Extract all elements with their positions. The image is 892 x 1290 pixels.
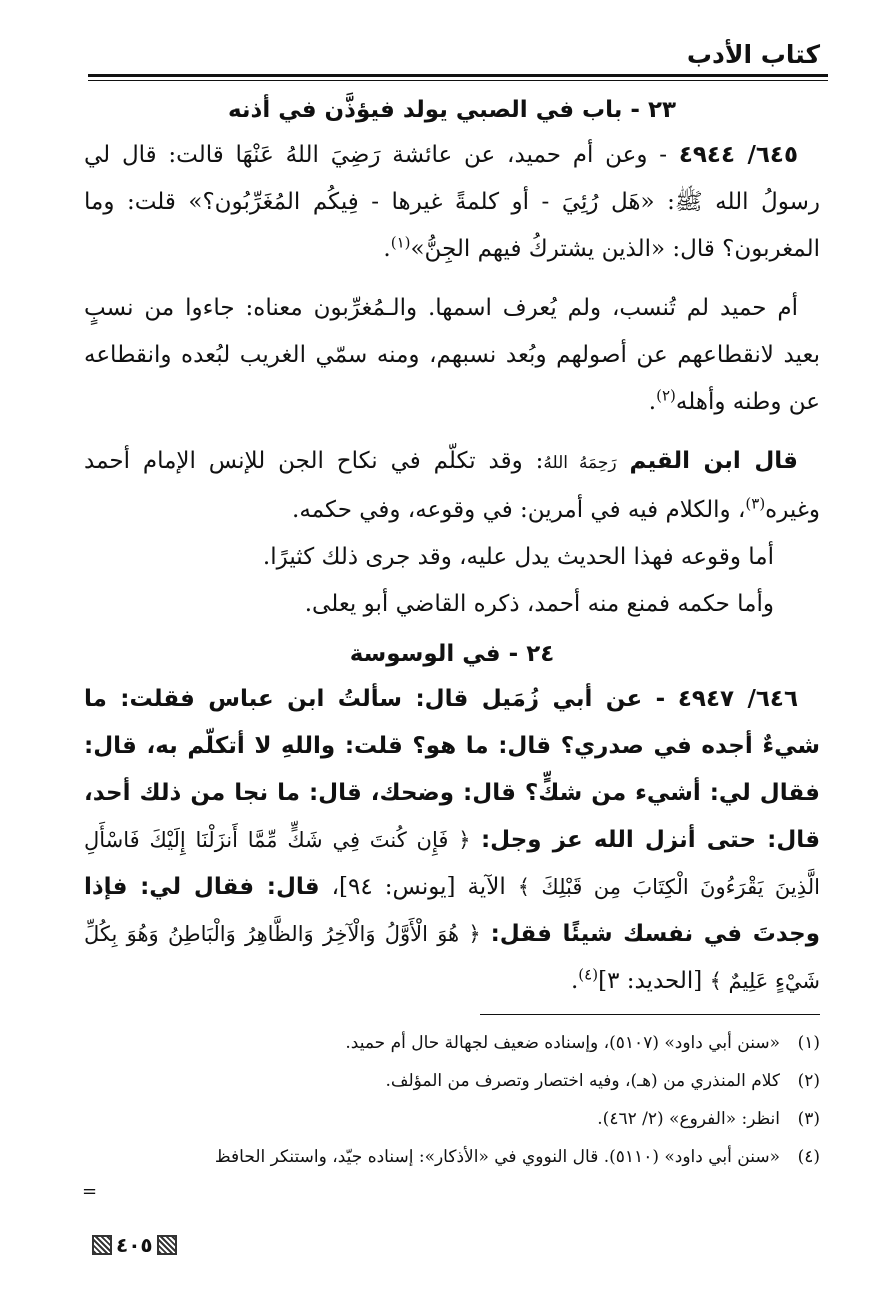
footnote-2: [80, 1062, 820, 1100]
verse-citation: [الحديد: ٣]: [598, 968, 703, 994]
hadith-646: [84, 676, 820, 1005]
paragraph-text: : وقد تكلّم في نكاح الجن للإنس الإمام أحمد وغيره: [84, 448, 820, 523]
hadith-645: [84, 132, 820, 273]
honorific: رَحِمَهُ اللهُ: [543, 453, 617, 473]
punctuation: .: [570, 968, 579, 994]
footnote-text: «سنن أبي داود» (٥١١٠). قال النووي في «الأذكار»: إسناده جيّد، واستنكر الحافظ: [214, 1147, 780, 1167]
quran-verse: ﴿ فَإِن كُنتَ فِي شَكٍّ مِّمَّا أَنزَلْنَا إِلَيْكَ فَاسْأَلِ الَّذِينَ يَقْرَءُونَ الْكِتَابَ مِن قَبْلِكَ ﴾: [84, 828, 820, 899]
hadith-number: ٦٤٥/ ٤٩٤٤: [678, 142, 798, 168]
running-head: كتاب الأدب: [686, 40, 820, 69]
footnote-4: [80, 1138, 820, 1176]
footnote-text: «سنن أبي داود» (٥١٠٧)، وإسناده ضعيف لجهالة حال أم حميد.: [345, 1033, 780, 1053]
speaker-name: قال ابن القيم: [629, 448, 798, 474]
footnote-ref-4: (٤): [578, 965, 599, 984]
continuation-mark: =: [82, 1181, 98, 1202]
main-text: [84, 88, 820, 1005]
footnote-text: كلام المنذري من (هـ)، وفيه اختصار وتصرف من المؤلف.: [385, 1071, 780, 1091]
paragraph-text: ، والكلام فيه في أمرين: في وقوعه، وفي حكمه.: [292, 497, 746, 523]
verse-citation: الآية [يونس: ٩٤]،: [331, 874, 506, 900]
ibn-qayyim-paragraph: [84, 438, 820, 534]
page-number: ٤٠٥: [116, 1233, 153, 1257]
hadith-text: - عن أبي زُمَيل قال: سألتُ ابن عباس فقلت: ما شيءٌ أجده في صدري؟ قال: ما هو؟ قلت: واللهِ لا أتكلّم به، قال: فقال لي: أشيء من شكٍّ؟ قال: وضحك، قال: ما نجا من ذلك أحد، قال: حتى أنزل الله عز وجل:: [84, 686, 821, 853]
commentary-text: أم حميد لم تُنسب، ولم يُعرف اسمها. والـمُغرِّبون معناه: جاءوا من نسبٍ بعيد لانقطاعهم عن أصولهم وبُعد نسبهم، ومنه سمّي الغريب لبُعده وانقطاعه عن وطنه وأهله: [84, 295, 820, 415]
hadith-text: - وعن أم حميد، عن عائشة رَضِيَ اللهُ عَنْهَا قالت: قال لي رسولُ الله ﷺ: «هَل رُئِيَ - أو كلمةً غيرها - فِيكُم المُغَرِّبُون؟» قلت: وما المغربون؟ قال: «الذين يشتركُ فيهم الجِنُّ»: [84, 142, 820, 262]
punctuation: .: [383, 236, 391, 262]
footnote-1: [80, 1024, 820, 1062]
footnote-number: (٣): [797, 1109, 820, 1129]
chapter-heading-24: ٢٤ - في الوسوسة: [349, 641, 555, 667]
footnote-3: [80, 1100, 820, 1138]
footnote-number: (٢): [797, 1071, 820, 1091]
footnote-number: (٤): [797, 1147, 820, 1167]
quran-verse: ﴿ هُوَ الْأَوَّلُ وَالْآخِرُ وَالظَّاهِرُ وَالْبَاطِنُ وَهُوَ بِكُلِّ شَيْءٍ عَلِيمٌ ﴾: [84, 922, 820, 993]
header-rule-thin: [88, 80, 828, 81]
hadith-text: قال: فقال لي: فإذا وجدتَ في نفسك شيئًا فقل:: [84, 874, 820, 947]
ornament-icon: [157, 1235, 177, 1255]
page-number-block: [92, 1233, 177, 1257]
text-line: أما وقوعه فهذا الحديث يدل عليه، وقد جرى ذلك كثيرًا.: [262, 544, 774, 570]
commentary-paragraph: [84, 285, 820, 426]
footnote-ref-1: (١): [390, 233, 411, 252]
hadith-number: ٦٤٦/ ٤٩٤٧: [677, 686, 798, 712]
chapter-heading-23: ٢٣ - باب في الصبي يولد فيؤذَّن في أذنه: [227, 97, 677, 123]
footnote-ref-3: (٣): [745, 494, 766, 513]
footnote-separator: [480, 1014, 820, 1015]
footnotes: [80, 1024, 820, 1176]
footnote-number: (١): [797, 1033, 820, 1053]
footnote-ref-2: (٢): [656, 386, 676, 405]
punctuation: .: [648, 389, 657, 415]
header-rule: [88, 74, 828, 77]
ornament-icon: [92, 1235, 112, 1255]
text-line: وأما حكمه فمنع منه أحمد، ذكره القاضي أبو يعلى.: [304, 591, 774, 617]
footnote-text: انظر: «الفروع» (٢/ ٤٦٢).: [597, 1109, 780, 1129]
